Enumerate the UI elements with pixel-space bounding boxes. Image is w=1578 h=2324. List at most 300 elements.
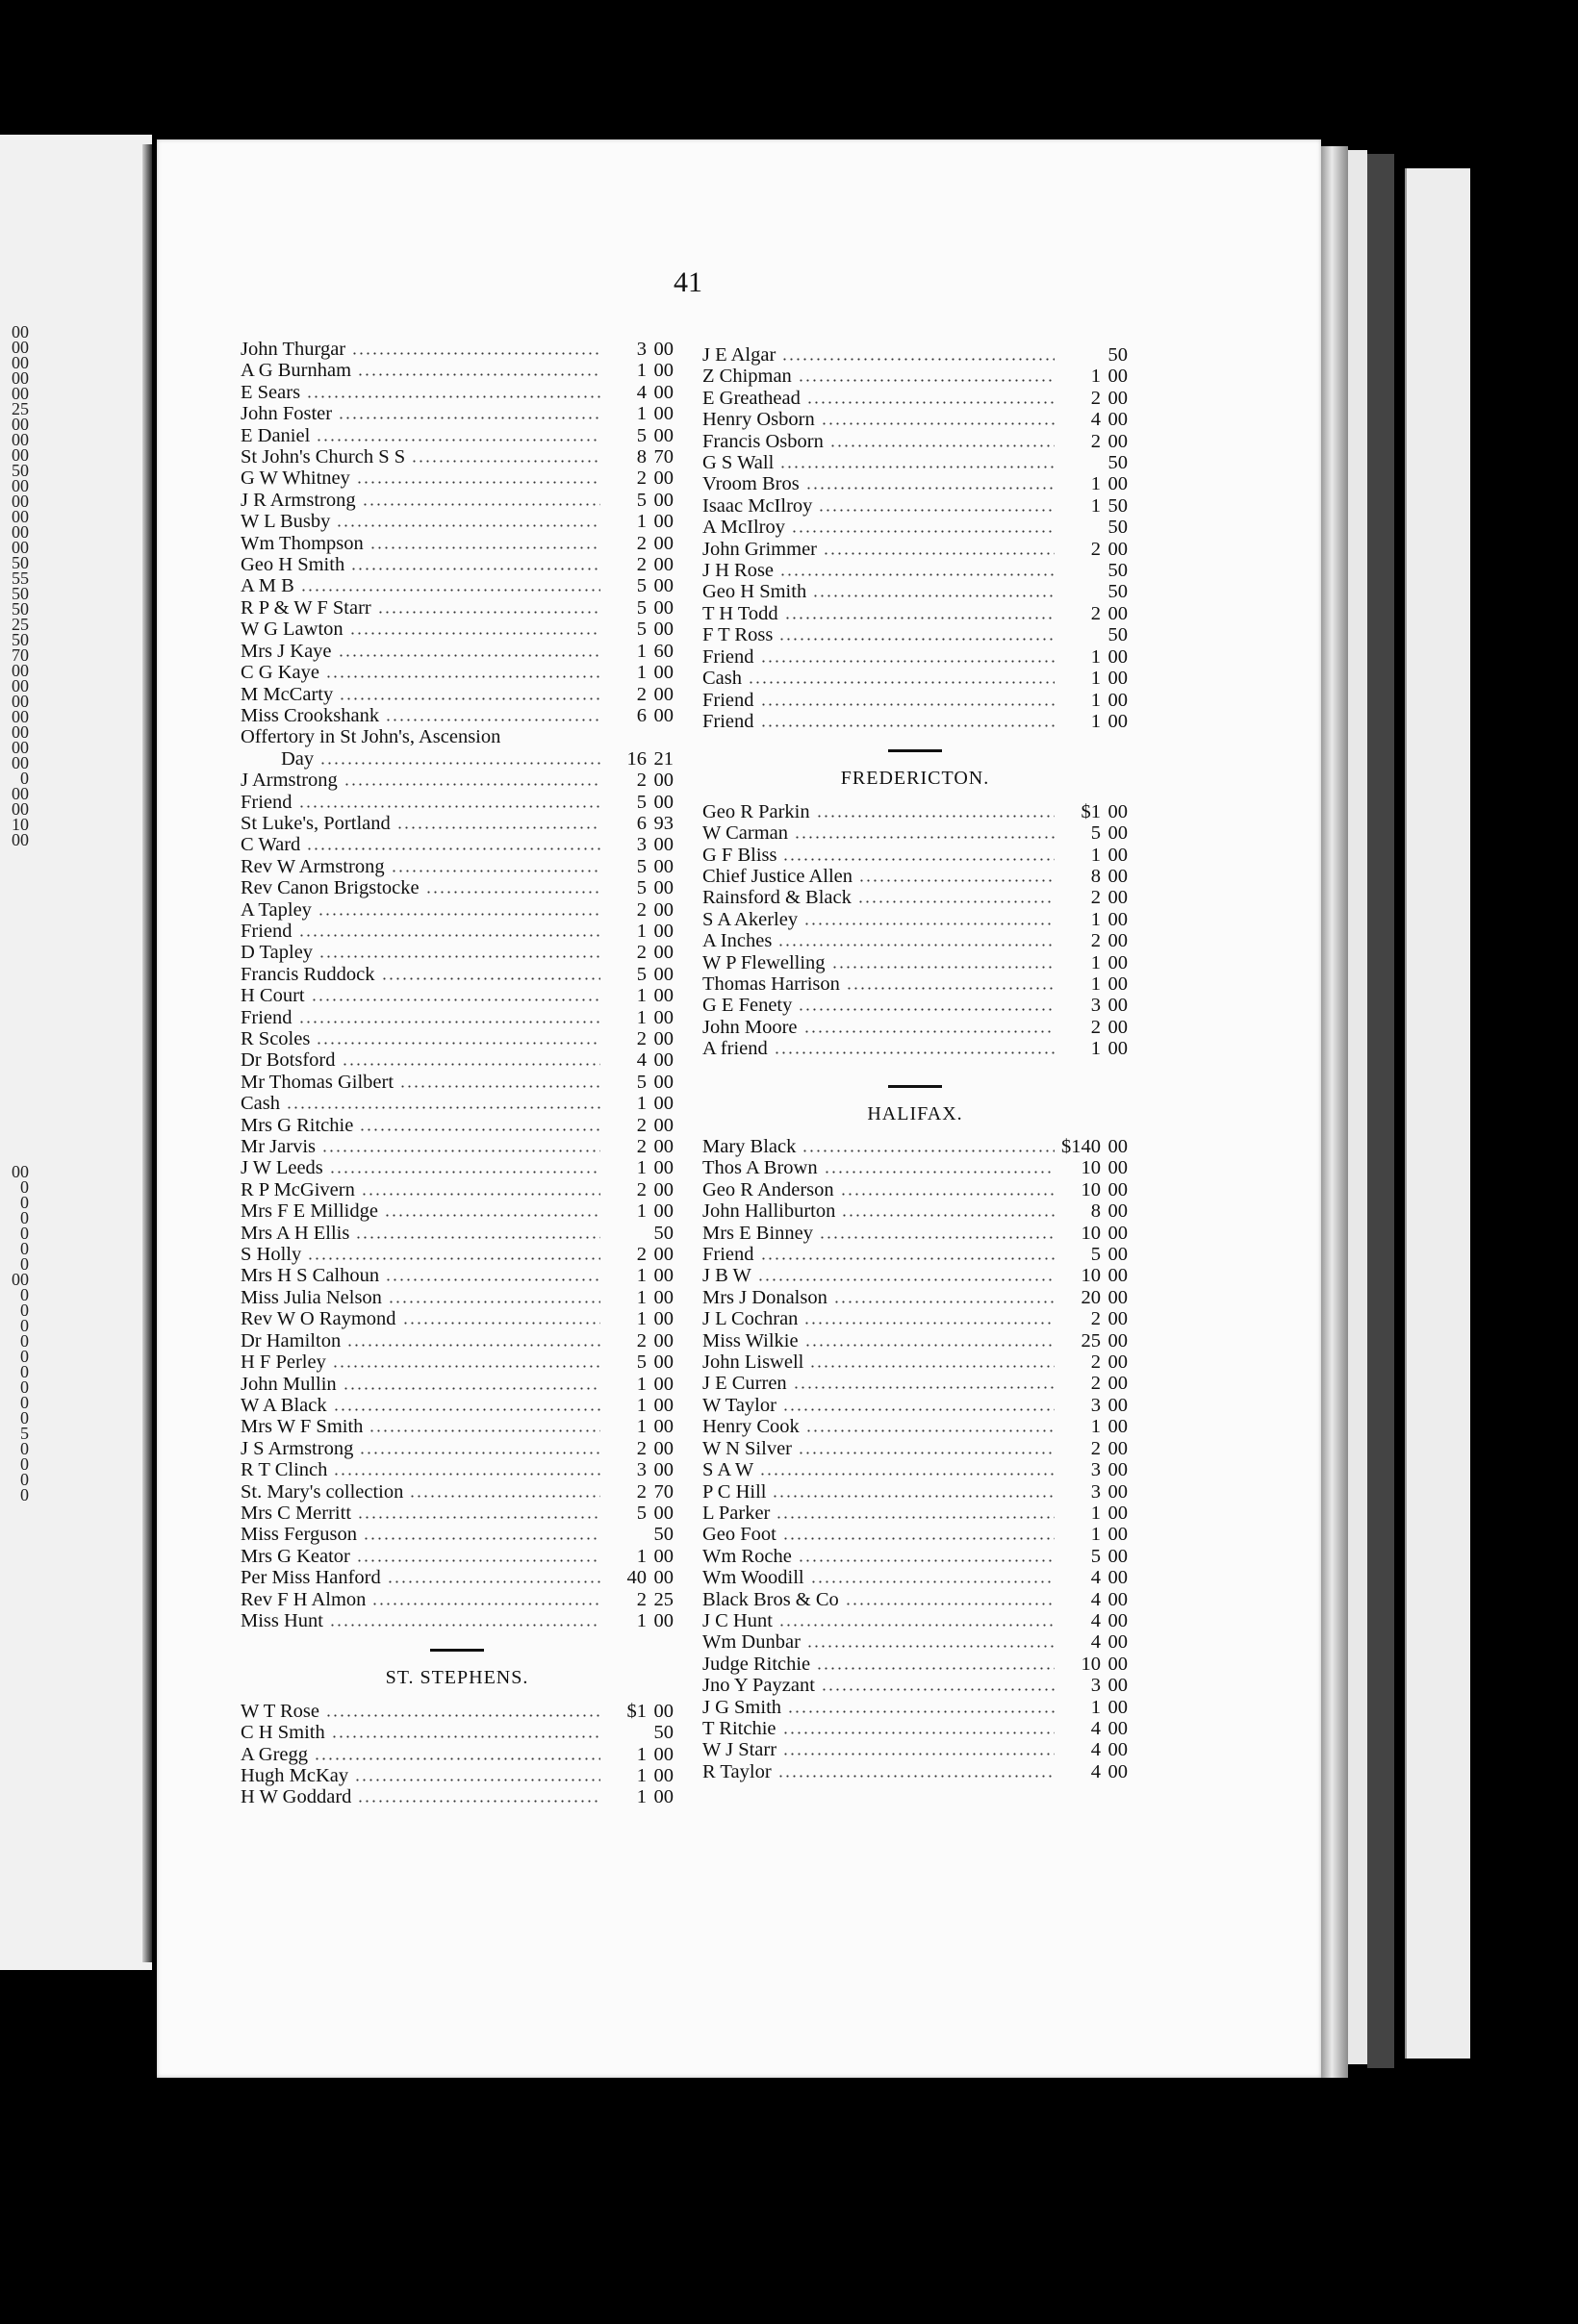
facing-page-amount: 0 bbox=[20, 1177, 29, 1197]
donor-name: S A W bbox=[702, 1459, 754, 1481]
leader-dots bbox=[329, 1624, 600, 1627]
leader-dots bbox=[344, 783, 600, 786]
facing-page-amount: 00 bbox=[12, 430, 29, 449]
amount-dollars: 1 bbox=[636, 1093, 647, 1115]
entry-row bbox=[241, 1701, 674, 1722]
amount-cents: 50 bbox=[1107, 344, 1128, 366]
amount-cents: 50 bbox=[653, 1222, 674, 1244]
leader-dots bbox=[357, 1516, 600, 1519]
amount-dollars: 3 bbox=[1090, 1394, 1101, 1416]
leader-dots bbox=[357, 1800, 600, 1803]
leader-dots bbox=[857, 900, 1055, 903]
amount-dollars: 2 bbox=[636, 532, 647, 554]
amount-cents: 00 bbox=[653, 1459, 674, 1481]
donor-name: Vroom Bros bbox=[702, 473, 800, 495]
amount-dollars: 6 bbox=[636, 704, 647, 726]
amount-dollars: 4 bbox=[636, 1049, 647, 1072]
entry-row bbox=[702, 1610, 1128, 1631]
amount-dollars: 1 bbox=[636, 640, 647, 662]
entry-row bbox=[702, 1675, 1128, 1696]
donor-name: Francis Osborn bbox=[702, 430, 824, 452]
leader-dots bbox=[824, 1171, 1055, 1174]
amount-dollars: 2 bbox=[636, 898, 647, 921]
amount-cents: 50 bbox=[653, 1722, 674, 1744]
amount-dollars: 1 bbox=[1090, 366, 1101, 388]
amount-dollars: 2 bbox=[1090, 1016, 1101, 1038]
facing-page-amount: 00 bbox=[12, 799, 29, 819]
facing-page-amount: 00 bbox=[12, 368, 29, 388]
leader-dots bbox=[307, 1257, 600, 1260]
entry-row bbox=[702, 452, 1128, 473]
amount-dollars: 10 bbox=[1081, 1178, 1101, 1200]
amount-dollars: 2 bbox=[636, 467, 647, 490]
leader-dots bbox=[804, 1344, 1055, 1347]
leader-dots bbox=[356, 1559, 600, 1562]
amount-cents: 00 bbox=[1107, 668, 1128, 690]
amount-dollars: 5 bbox=[636, 575, 647, 597]
amount-cents: 70 bbox=[653, 446, 674, 468]
amount-cents: 70 bbox=[653, 1480, 674, 1503]
entry-row bbox=[241, 1503, 674, 1524]
donor-name: Friend bbox=[241, 920, 293, 942]
entry-row bbox=[241, 1157, 674, 1178]
facing-page-amount: 00 bbox=[12, 384, 29, 403]
amount-cents: 00 bbox=[653, 339, 674, 360]
leader-dots bbox=[798, 1008, 1055, 1011]
entry-row bbox=[241, 360, 674, 381]
facing-page-amount: 00 bbox=[12, 338, 29, 357]
amount-dollars: 2 bbox=[1090, 430, 1101, 452]
amount-cents: 00 bbox=[653, 1394, 674, 1416]
entry-row bbox=[702, 995, 1128, 1016]
amount-dollars: 5 bbox=[1090, 1244, 1101, 1266]
entry-row bbox=[702, 624, 1128, 645]
amount-cents: 00 bbox=[653, 985, 674, 1007]
amount-cents: 00 bbox=[1107, 1178, 1128, 1200]
amount-cents: 00 bbox=[1107, 930, 1128, 952]
amount-dollars: 2 bbox=[1090, 1308, 1101, 1330]
entry-row bbox=[241, 339, 674, 360]
facing-page-amount: 0 bbox=[20, 1393, 29, 1412]
entry-row bbox=[241, 877, 674, 898]
entry-row bbox=[241, 1395, 674, 1416]
amount-cents: 00 bbox=[653, 683, 674, 705]
section-rule bbox=[888, 1085, 942, 1088]
entry-row bbox=[702, 1038, 1128, 1059]
amount-cents: 00 bbox=[1107, 1157, 1128, 1179]
entry-row bbox=[241, 662, 674, 683]
donor-name: A friend bbox=[702, 1038, 768, 1060]
donor-name: J H Rose bbox=[702, 560, 775, 582]
donor-name: Black Bros & Co bbox=[702, 1588, 839, 1610]
donor-name: J E Curren bbox=[702, 1373, 787, 1395]
amount-cents: 00 bbox=[1107, 689, 1128, 711]
facing-page-amount: 55 bbox=[12, 568, 29, 588]
facing-page-column-upper bbox=[0, 324, 29, 847]
leader-dots bbox=[840, 1193, 1055, 1196]
leader-dots bbox=[333, 1408, 600, 1411]
amount-cents: 00 bbox=[653, 770, 674, 792]
donor-name: J C Hunt bbox=[702, 1609, 773, 1631]
leader-dots bbox=[325, 675, 600, 678]
amount-dollars: 2 bbox=[636, 770, 647, 792]
amount-dollars: 1 bbox=[636, 1286, 647, 1308]
amount-cents: 00 bbox=[1107, 409, 1128, 431]
amount-cents: 00 bbox=[1107, 1696, 1128, 1718]
facing-page-amount: 0 bbox=[20, 1485, 29, 1504]
amount-cents: 00 bbox=[1107, 800, 1128, 822]
amount-cents: 00 bbox=[1107, 1631, 1128, 1654]
amount-cents: 00 bbox=[1107, 908, 1128, 930]
amount-dollars: 40 bbox=[626, 1567, 647, 1589]
entry-row bbox=[702, 909, 1128, 930]
leader-dots bbox=[759, 1473, 1055, 1476]
entry-row bbox=[702, 1524, 1128, 1545]
entry-row bbox=[702, 1287, 1128, 1308]
facing-page-amount: 0 bbox=[20, 1454, 29, 1474]
entry-row bbox=[702, 1718, 1128, 1739]
amount-dollars: 3 bbox=[1090, 1480, 1101, 1503]
facing-page-amount: 0 bbox=[20, 1193, 29, 1212]
entry-row bbox=[241, 490, 674, 511]
entry-row bbox=[702, 711, 1128, 732]
amount-cents: 00 bbox=[1107, 366, 1128, 388]
donor-name: Offertory in St John's, Ascension bbox=[241, 726, 501, 748]
amount-dollars: 4 bbox=[1090, 1609, 1101, 1631]
amount-dollars: 5 bbox=[636, 424, 647, 446]
entry-row bbox=[702, 668, 1128, 689]
entry-row bbox=[241, 641, 674, 662]
facing-page-amount: 00 bbox=[12, 476, 29, 495]
amount-cents: 50 bbox=[1107, 494, 1128, 517]
leader-dots bbox=[385, 1278, 600, 1281]
amount-dollars: 1 bbox=[636, 1609, 647, 1631]
amount-dollars: 2 bbox=[636, 1136, 647, 1158]
facing-page-amount: 0 bbox=[20, 1377, 29, 1397]
amount-cents: 50 bbox=[653, 1524, 674, 1546]
leader-dots bbox=[818, 509, 1055, 512]
amount-dollars: 2 bbox=[1090, 602, 1101, 624]
leader-dots bbox=[369, 546, 600, 549]
leader-dots bbox=[316, 439, 600, 442]
entry-row bbox=[702, 1223, 1128, 1244]
donor-name: Mrs E Binney bbox=[702, 1222, 814, 1244]
donor-name: Friend bbox=[241, 791, 293, 813]
leader-dots bbox=[425, 891, 600, 894]
amount-dollars: 1 bbox=[1090, 1416, 1101, 1438]
donor-name: Dr Hamilton bbox=[241, 1329, 342, 1351]
entry-row bbox=[702, 560, 1128, 581]
donor-name: Mrs W F Smith bbox=[241, 1416, 364, 1438]
leader-dots bbox=[336, 524, 600, 527]
entry-row bbox=[241, 1610, 674, 1631]
donor-name: W Carman bbox=[702, 822, 788, 845]
amount-dollars: 1 bbox=[1090, 1696, 1101, 1718]
leader-dots bbox=[782, 1408, 1055, 1411]
leader-dots bbox=[806, 1645, 1055, 1648]
donor-name: W N Silver bbox=[702, 1437, 793, 1459]
amount-cents: 00 bbox=[653, 1286, 674, 1308]
entry-row bbox=[241, 792, 674, 813]
amount-cents: 00 bbox=[653, 1609, 674, 1631]
donor-name: Friend bbox=[702, 1244, 754, 1266]
amount-cents: 00 bbox=[653, 554, 674, 576]
entry-row bbox=[702, 1459, 1128, 1480]
donor-name: Geo Foot bbox=[702, 1524, 776, 1546]
donor-name: Rev W Armstrong bbox=[241, 855, 385, 877]
donor-name: Henry Osborn bbox=[702, 409, 815, 431]
amount-cents: 00 bbox=[653, 467, 674, 490]
leader-dots bbox=[782, 1537, 1055, 1540]
leader-dots bbox=[841, 1214, 1055, 1217]
donor-name: G S Wall bbox=[702, 452, 775, 474]
entry-row bbox=[702, 1739, 1128, 1760]
donor-name: John Mullin bbox=[241, 1373, 337, 1395]
facing-page-column-lower bbox=[0, 1164, 29, 1503]
amount-dollars: 5 bbox=[636, 1351, 647, 1374]
amount-cents: 00 bbox=[1107, 1459, 1128, 1481]
entry-row bbox=[241, 1287, 674, 1308]
donor-name: Thomas Harrison bbox=[702, 973, 840, 995]
amount-cents: 00 bbox=[1107, 973, 1128, 995]
leader-dots bbox=[402, 1322, 600, 1325]
leader-dots bbox=[812, 594, 1055, 597]
leader-dots bbox=[760, 1257, 1055, 1260]
amount-dollars: 2 bbox=[636, 1028, 647, 1049]
donor-name: Rev Canon Brigstocke bbox=[241, 877, 420, 899]
gutter-shadow bbox=[142, 144, 152, 1962]
amount-cents: 00 bbox=[1107, 1653, 1128, 1675]
facing-page-amount: 00 bbox=[12, 507, 29, 526]
entry-row bbox=[702, 1157, 1128, 1178]
amount-dollars: 3 bbox=[636, 339, 647, 360]
entry-row bbox=[702, 1761, 1128, 1782]
leader-dots bbox=[794, 836, 1055, 839]
leader-dots bbox=[831, 966, 1055, 969]
amount-dollars: 1 bbox=[636, 985, 647, 1007]
donor-name: Rev W O Raymond bbox=[241, 1308, 396, 1330]
amount-cents: 00 bbox=[653, 1006, 674, 1028]
leader-dots bbox=[778, 1624, 1055, 1627]
amount-cents: 00 bbox=[653, 1373, 674, 1395]
amount-cents: 00 bbox=[1107, 430, 1128, 452]
leader-dots bbox=[782, 1753, 1055, 1756]
leader-dots bbox=[803, 922, 1055, 925]
amount-dollars: 5 bbox=[1090, 1545, 1101, 1567]
donor-name: R P McGivern bbox=[241, 1178, 355, 1200]
amount-cents: 21 bbox=[653, 747, 674, 770]
entry-row bbox=[241, 1416, 674, 1437]
entry-row bbox=[241, 425, 674, 446]
donor-name: J Armstrong bbox=[241, 770, 338, 792]
amount-cents: 00 bbox=[1107, 1480, 1128, 1503]
amount-cents: 00 bbox=[653, 1437, 674, 1459]
facing-page-amount: 70 bbox=[12, 645, 29, 665]
amount-cents: 00 bbox=[1107, 1136, 1128, 1157]
entry-row bbox=[241, 964, 674, 985]
amount-cents: 50 bbox=[1107, 581, 1128, 603]
entry-row bbox=[702, 1654, 1128, 1675]
amount-cents: 00 bbox=[1107, 995, 1128, 1017]
leader-dots bbox=[384, 1214, 600, 1217]
donor-name: J E Algar bbox=[702, 344, 776, 366]
leader-dots bbox=[772, 1495, 1055, 1498]
entry-row bbox=[241, 1459, 674, 1480]
donor-name: W L Busby bbox=[241, 511, 331, 533]
facing-page-amount: 0 bbox=[20, 1285, 29, 1304]
facing-page-amount: 0 bbox=[20, 1439, 29, 1458]
leader-dots bbox=[351, 352, 600, 355]
amount-dollars: $1 bbox=[626, 1700, 647, 1722]
donor-name: Geo H Smith bbox=[702, 581, 807, 603]
leader-dots bbox=[306, 847, 600, 850]
leader-dots bbox=[377, 611, 600, 614]
amount-cents: 00 bbox=[653, 704, 674, 726]
leader-dots bbox=[846, 987, 1055, 990]
leader-dots bbox=[359, 1452, 600, 1454]
facing-page-amount: 00 bbox=[12, 830, 29, 849]
amount-cents: 00 bbox=[653, 1071, 674, 1093]
donor-name: Cash bbox=[241, 1093, 280, 1115]
entry-row bbox=[241, 1265, 674, 1286]
leader-dots bbox=[385, 719, 600, 721]
amount-dollars: 4 bbox=[1090, 1717, 1101, 1739]
donor-name: St John's Church S S bbox=[241, 446, 406, 468]
section-heading-st-stephens: ST. STEPHENS. bbox=[385, 1667, 529, 1689]
entry-row bbox=[241, 921, 674, 942]
donor-name: John Foster bbox=[241, 403, 333, 425]
leader-dots bbox=[819, 1236, 1055, 1239]
amount-dollars: 5 bbox=[636, 1502, 647, 1524]
amount-cents: 00 bbox=[1107, 1588, 1128, 1610]
donor-name: Geo R Parkin bbox=[702, 800, 810, 822]
donor-name: W G Lawton bbox=[241, 619, 344, 641]
amount-dollars: 1 bbox=[636, 1743, 647, 1765]
leader-dots bbox=[342, 1063, 600, 1066]
leader-dots bbox=[332, 1365, 600, 1368]
facing-page-amount: 00 bbox=[12, 707, 29, 726]
amount-dollars: 1 bbox=[1090, 710, 1101, 732]
leader-dots bbox=[829, 444, 1055, 447]
facing-page-amount: 25 bbox=[12, 615, 29, 634]
entry-row bbox=[702, 581, 1128, 602]
donor-name: Miss Wilkie bbox=[702, 1329, 799, 1351]
leader-dots bbox=[779, 466, 1055, 468]
leader-dots bbox=[363, 1537, 600, 1540]
amount-cents: 00 bbox=[653, 662, 674, 684]
leader-dots bbox=[776, 1516, 1055, 1519]
amount-cents: 00 bbox=[653, 381, 674, 403]
entry-row bbox=[702, 973, 1128, 995]
amount-dollars: 3 bbox=[1090, 995, 1101, 1017]
amount-dollars: 1 bbox=[1090, 908, 1101, 930]
entry-row bbox=[241, 1136, 674, 1157]
amount-dollars: 1 bbox=[636, 1394, 647, 1416]
entry-row bbox=[241, 1028, 674, 1049]
leader-dots bbox=[338, 654, 600, 657]
donor-name: F T Ross bbox=[702, 624, 774, 646]
entry-row bbox=[702, 1136, 1128, 1157]
amount-dollars: 1 bbox=[636, 511, 647, 533]
facing-page-amount: 0 bbox=[20, 1254, 29, 1274]
leader-dots bbox=[777, 1775, 1055, 1778]
leader-dots bbox=[388, 1301, 600, 1303]
donor-name: Judge Ritchie bbox=[702, 1653, 811, 1675]
leader-dots bbox=[300, 589, 600, 592]
leader-dots bbox=[339, 697, 600, 700]
amount-dollars: $140 bbox=[1061, 1136, 1101, 1157]
st-stephens-entries bbox=[241, 1701, 674, 1808]
entry-row bbox=[702, 1265, 1128, 1286]
donor-name: W T Rose bbox=[241, 1700, 320, 1722]
donor-name: Francis Ruddock bbox=[241, 963, 375, 985]
amount-dollars: 1 bbox=[1090, 1502, 1101, 1524]
entry-row bbox=[241, 1546, 674, 1567]
leader-dots bbox=[760, 703, 1055, 706]
leader-dots bbox=[757, 1278, 1055, 1281]
leader-dots bbox=[809, 1365, 1055, 1368]
amount-dollars: 1 bbox=[636, 1200, 647, 1223]
amount-dollars: 2 bbox=[1090, 1373, 1101, 1395]
leader-dots bbox=[845, 1603, 1055, 1605]
entry-row bbox=[241, 1351, 674, 1373]
leader-dots bbox=[781, 358, 1055, 361]
entry-row bbox=[241, 942, 674, 963]
leader-dots bbox=[311, 998, 600, 1001]
leader-dots bbox=[331, 1735, 600, 1738]
facing-page-amount: 50 bbox=[12, 599, 29, 619]
entry-row bbox=[241, 619, 674, 640]
leader-dots bbox=[793, 1386, 1055, 1389]
donor-name: R Taylor bbox=[702, 1760, 772, 1782]
leader-dots bbox=[371, 1603, 600, 1605]
amount-dollars: 4 bbox=[1090, 1760, 1101, 1782]
amount-cents: 00 bbox=[1107, 1502, 1128, 1524]
facing-page-amount: 50 bbox=[12, 630, 29, 649]
donor-name: H W Goddard bbox=[241, 1786, 352, 1808]
donor-name: H F Perley bbox=[241, 1351, 326, 1374]
book-cover bbox=[1367, 154, 1394, 2068]
entry-row bbox=[241, 1223, 674, 1244]
donor-name: E Daniel bbox=[241, 424, 311, 446]
donor-name: A Gregg bbox=[241, 1743, 309, 1765]
donor-name: T H Todd bbox=[702, 602, 778, 624]
leader-dots bbox=[286, 1106, 600, 1109]
facing-page-amount: 5 bbox=[20, 1424, 29, 1443]
amount-dollars: 1 bbox=[636, 1006, 647, 1028]
amount-dollars: 1 bbox=[636, 1265, 647, 1287]
amount-cents: 00 bbox=[1107, 951, 1128, 973]
amount-dollars: 2 bbox=[1090, 1437, 1101, 1459]
amount-dollars: $1 bbox=[1081, 800, 1101, 822]
amount-dollars: 2 bbox=[636, 683, 647, 705]
leader-dots bbox=[805, 1429, 1055, 1432]
entry-row bbox=[702, 1567, 1128, 1588]
leader-dots bbox=[798, 1452, 1055, 1454]
leader-dots bbox=[338, 417, 600, 419]
leader-dots bbox=[787, 1710, 1055, 1713]
amount-cents: 50 bbox=[1107, 560, 1128, 582]
leader-dots bbox=[314, 1757, 600, 1760]
entry-row bbox=[702, 1351, 1128, 1373]
section-heading-halifax: HALIFAX. bbox=[867, 1102, 963, 1124]
donor-name: Mrs J Kaye bbox=[241, 640, 332, 662]
leader-dots bbox=[411, 460, 600, 463]
leader-dots bbox=[321, 1149, 600, 1152]
amount-dollars: 1 bbox=[636, 1157, 647, 1179]
entry-row bbox=[702, 1373, 1128, 1394]
entry-row bbox=[702, 539, 1128, 560]
